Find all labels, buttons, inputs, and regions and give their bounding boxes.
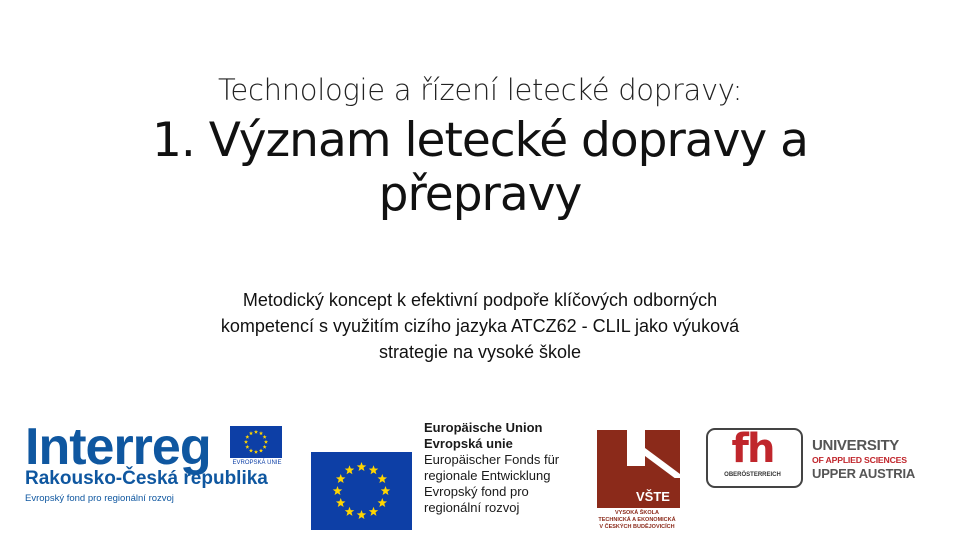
uas-line1: UNIVERSITY xyxy=(812,437,900,454)
vste-emblem-icon xyxy=(597,430,680,508)
interreg-fund: Evropský fond pro regionální rozvoj xyxy=(25,493,174,504)
slide-subtitle-line3: strategie na vysoké škole xyxy=(378,342,582,362)
eu-flag-icon xyxy=(311,452,412,530)
slide-title xyxy=(100,114,860,222)
eu-text-line6: regionální rozvoj xyxy=(424,500,520,515)
interreg-region: Rakousko-Česká republika xyxy=(25,468,268,489)
eu-flag-small-icon xyxy=(230,426,282,458)
uas-line3: UPPER AUSTRIA xyxy=(812,466,916,481)
eu-text-line4: regionale Entwicklung xyxy=(424,468,551,483)
fh-logo xyxy=(706,428,803,488)
fh-letters: fh xyxy=(731,426,774,472)
vste-caption-line2: TECHNICKÁ A EKONOMICKÁ xyxy=(598,517,676,523)
slide-subtitle xyxy=(140,287,820,365)
eu-text-line5: Evropský fond pro xyxy=(424,484,529,499)
slide-subtitle-line1: Metodický koncept k efektivní podpoře klíčových odborných xyxy=(242,290,718,310)
vste-logo xyxy=(587,430,687,535)
interreg-flag-caption: EVROPSKÁ UNIE xyxy=(232,460,282,466)
vste-acronym: VŠTE xyxy=(636,489,670,504)
vste-caption xyxy=(587,510,687,531)
eu-text-line3: Europäischer Fonds für xyxy=(424,452,560,467)
vste-caption-line3: V ČESKÝCH BUDĚJOVICÍCH xyxy=(599,524,675,530)
fh-caption: OBERÖSTERREICH xyxy=(724,472,781,478)
vste-caption-line1: VYSOKÁ ŠKOLA xyxy=(614,510,659,516)
eu-text-line2: Evropská unie xyxy=(424,436,513,451)
uas-logo xyxy=(812,438,932,481)
interreg-wordmark: Interreg xyxy=(25,418,211,476)
slide-title-line2: přepravy xyxy=(378,167,582,222)
slide-title-line1: 1. Význam letecké dopravy a xyxy=(152,113,808,168)
eu-text-line1: Europäische Union xyxy=(424,420,543,435)
uas-line2: OF APPLIED SCIENCES xyxy=(812,455,907,465)
slide-subtitle-line2: kompetencí s využitím cizího jazyka ATCZ62 - CLIL jako výuková xyxy=(220,316,740,336)
interreg-logo xyxy=(22,418,292,518)
eu-text-block xyxy=(424,420,589,516)
slide-pre-title: Technologie a řízení letecké dopravy: xyxy=(217,73,743,107)
